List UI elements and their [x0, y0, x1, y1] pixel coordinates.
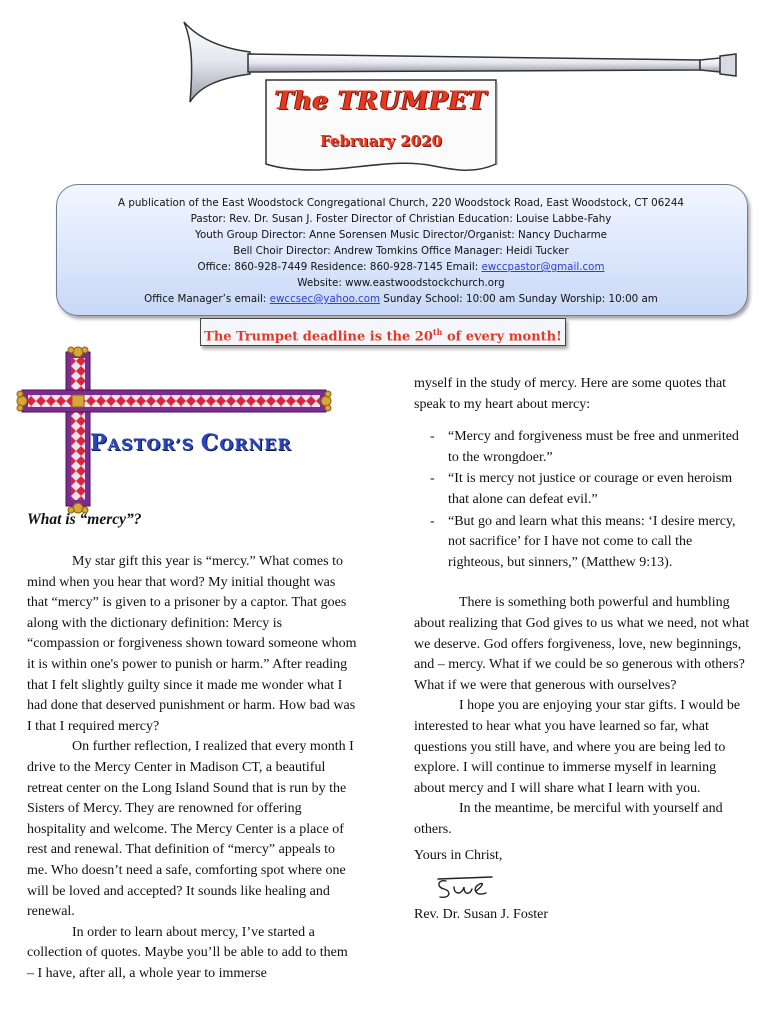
article-paragraph: I hope you are enjoying your star gifts. I would be interested to hear what you have learned so far, what questions you still have, and where you are being led to explore. I will continue to immerse myself in learning about mercy and I will share what I learn with you. [414, 698, 741, 796]
heading-part-astor: ASTOR [107, 435, 176, 454]
heading-part-orner: ORNER [219, 435, 292, 454]
article-title: What is “mercy”? [27, 511, 142, 528]
deadline-prefix: The Trumpet deadline is the 20 [204, 329, 433, 345]
info-line-website: Website: www.eastwoodstockchurch.org [297, 277, 505, 289]
signature-image [432, 873, 502, 903]
article-paragraph: My star gift this year is “mercy.” What comes to mind when you hear that word? My initial thought was that “mercy” is given to a prisoner by a captor. That goes along with the dictionary definition: Mercy is “compassion or forgiveness shown toward someone whom it is within one's power to punish or harm.” After reading that I felt slightly guilty since it made me wonder what I had done that deserved punishment or harm. How bad was I that I required mercy? [27, 554, 357, 734]
bullet-dash: - [430, 429, 435, 445]
quote-list [414, 427, 750, 573]
bullet-dash: - [430, 513, 435, 529]
bullet-dash: - [430, 471, 435, 487]
pastor-email-link[interactable]: ewccpastor@gmail.com [481, 261, 605, 273]
masthead-title: The TRUMPET [274, 86, 488, 115]
info-line-pastor: Pastor: Rev. Dr. Susan J. Foster Director of Christian Education: Louise Labbe-Fahy [190, 213, 612, 225]
service-times: Sunday School: 10:00 am Sunday Worship: 10:00 am [380, 293, 658, 305]
article-paragraph-intro: myself in the study of mercy. Here are some quotes that speak to my heart about mercy: [414, 376, 727, 412]
office-email-link[interactable]: ewccsec@yahoo.com [269, 293, 381, 305]
heading-letter-c: C [200, 430, 220, 456]
pastors-corner-heading [90, 430, 292, 456]
quote-item [414, 469, 750, 510]
quote-text: “It is mercy not justice or courage or even heroism that alone can defeat evil.” [448, 471, 733, 507]
masthead-date: February 2020 [320, 132, 442, 150]
church-info-lines [56, 195, 746, 307]
signer-name: Rev. Dr. Susan J. Foster [414, 907, 549, 923]
article-paragraph: On further reflection, I realized that every month I drive to the Mercy Center in Madison CT, a beautiful retreat center on the Long Island Sound that is run by the Sisters of Mercy. They are renowned for offering hospitality and welcome. The Mercy Center is a place of rest and renewal. That definition of “mercy” appeals to me. Who doesn’t need a safe, comforting spot where one will be loved and accepted? It sounds like healing and renewal. [27, 739, 354, 920]
article-paragraph: In the meantime, be merciful with yourself and others. [414, 801, 723, 837]
article-right-column [414, 374, 750, 926]
info-line-youth: Youth Group Director: Anne Sorensen Music Director/Organist: Nancy Ducharme [195, 229, 607, 241]
heading-apostrophe: ’ [175, 435, 182, 454]
quote-item [414, 427, 750, 468]
deadline-notice [200, 318, 566, 346]
deadline-suffix: of every month! [442, 329, 562, 345]
quote-text: “Mercy and forgiveness must be free and unmerited to the wrongdoer.” [448, 429, 739, 465]
info-line-office-email [56, 291, 746, 307]
deadline-sup: th [432, 327, 443, 337]
article-paragraph: There is something both powerful and humbling about realizing that God gives to us what we need, not what we deserve. God offers forgiveness, love, new beginnings, and – mercy. What if we could be so generous with others? What if we were that generous with ourselves? [414, 595, 750, 693]
office-email-label: Office Manager’s email: [144, 293, 270, 305]
info-line-phone [56, 259, 746, 275]
heading-part-s: S [181, 435, 201, 454]
phone-text: Office: 860-928-7449 Residence: 860-928-7145 Email: [197, 261, 482, 273]
article-left-column [27, 552, 357, 984]
closing-line: Yours in Christ, [414, 848, 503, 864]
info-line-bell-choir: Bell Choir Director: Andrew Tomkins Office Manager: Heidi Tucker [233, 245, 569, 257]
info-line-publication: A publication of the East Woodstock Congregational Church, 220 Woodstock Road, East Woodstock, CT 06244 [118, 197, 684, 209]
quote-item [414, 512, 750, 574]
quote-text: “But go and learn what this means: ‘I desire mercy, not sacrifice’ for I have not come to call the righteous, but sinners,” (Matthew 9:13). [448, 513, 736, 570]
heading-letter-p: P [90, 430, 108, 456]
article-paragraph: In order to learn about mercy, I’ve started a collection of quotes. Maybe you’ll be able to add to them – I have, after all, a whole year to immerse [27, 924, 348, 981]
